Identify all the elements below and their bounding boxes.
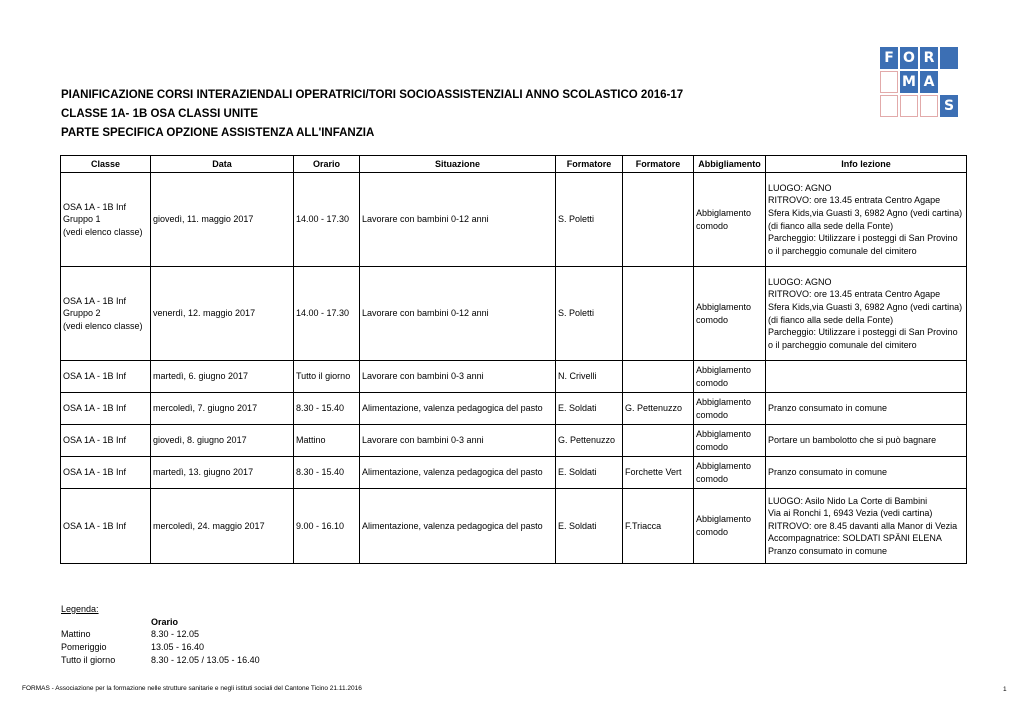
table-row (61, 489, 967, 564)
cell-orario: 14.00 - 17.30 (294, 267, 360, 361)
cell-situazione: Lavorare con bambini 0-3 anni (360, 361, 556, 393)
table-row (61, 425, 967, 457)
cell-formatore-2: G. Pettenuzzo (623, 393, 694, 425)
logo-letter-f: F (880, 47, 898, 69)
page-number: 1 (1003, 686, 1007, 693)
logo-letter-m: M (900, 71, 918, 93)
cell-data: martedì, 6. giugno 2017 (151, 361, 294, 393)
class-subtitle: CLASSE 1A- 1B OSA CLASSI UNITE (61, 108, 259, 120)
legend-row (61, 628, 260, 641)
cell-situazione: Alimentazione, valenza pedagogica del pasto (360, 489, 556, 564)
cell-orario: 8.30 - 15.40 (294, 393, 360, 425)
cell-data: giovedì, 11. maggio 2017 (151, 173, 294, 267)
cell-situazione: Lavorare con bambini 0-3 anni (360, 425, 556, 457)
legend-title: Legenda: (61, 604, 99, 614)
cell-formatore: E. Soldati (556, 457, 623, 489)
cell-classe: OSA 1A - 1B Inf Gruppo 1 (vedi elenco classe) (61, 173, 151, 267)
logo-spacer (940, 71, 958, 93)
legend-value: 8.30 - 12.05 (151, 629, 200, 640)
column-header: Data (151, 156, 294, 173)
logo-letter-o: O (900, 47, 918, 69)
cell-abbigliamento: Abbiglamento comodo (694, 489, 766, 564)
legend-value: 13.05 - 16.40 (151, 642, 205, 653)
column-header: Formatore (556, 156, 623, 173)
course-schedule-table (60, 155, 967, 564)
cell-classe: OSA 1A - 1B Inf (61, 489, 151, 564)
cell-orario: 14.00 - 17.30 (294, 173, 360, 267)
cell-orario: 8.30 - 15.40 (294, 457, 360, 489)
cell-classe: OSA 1A - 1B Inf (61, 425, 151, 457)
legend-value: 8.30 - 12.05 / 13.05 - 16.40 (151, 654, 260, 665)
column-header: Formatore (623, 156, 694, 173)
legend-header: Orario (151, 616, 179, 627)
cell-info: LUOGO: AGNO RITROVO: ore 13.45 entrata Centro Agape Sfera Kids,via Guasti 3, 6982 Agno (vedi cartina) (di fianco alla sede della Fonte) Parcheggio: Utilizzare i posteggi di San Provino o il parcheggio comunale del cimitero (766, 173, 967, 267)
cell-abbigliamento: Abbiglamento comodo (694, 425, 766, 457)
cell-formatore: E. Soldati (556, 393, 623, 425)
column-header: Classe (61, 156, 151, 173)
table-row (61, 393, 967, 425)
table-header-row (61, 156, 967, 173)
cell-orario: Tutto il giorno (294, 361, 360, 393)
cell-abbigliamento: Abbiglamento comodo (694, 173, 766, 267)
legend-label: Pomeriggio (61, 642, 107, 653)
cell-info: Pranzo consumato in comune (766, 393, 967, 425)
cell-orario: Mattino (294, 425, 360, 457)
cell-formatore: N. Crivelli (556, 361, 623, 393)
table-row (61, 173, 967, 267)
cell-situazione: Alimentazione, valenza pedagogica del pasto (360, 457, 556, 489)
logo-letter-a: A (920, 71, 938, 93)
cell-data: martedì, 13. giugno 2017 (151, 457, 294, 489)
cell-formatore-2: Forchette Vert (623, 457, 694, 489)
cell-data: giovedì, 8. giugno 2017 (151, 425, 294, 457)
column-header: Abbigliamento (694, 156, 766, 173)
cell-data: mercoledì, 7. giugno 2017 (151, 393, 294, 425)
legend-row (61, 654, 260, 667)
cell-info: LUOGO: Asilo Nido La Corte di Bambini Via ai Ronchi 1, 6943 Vezia (vedi cartina) RITROVO: ore 8.45 davanti alla Manor di Vezia Accompagnatrice: SOLDATI SPÄNI ELENA Pranzo consumato in comune (766, 489, 967, 564)
cell-classe: OSA 1A - 1B Inf Gruppo 2 (vedi elenco classe) (61, 267, 151, 361)
cell-formatore-2 (623, 267, 694, 361)
logo-block (940, 47, 958, 69)
formas-logo (880, 47, 958, 117)
cell-formatore: G. Pettenuzzo (556, 425, 623, 457)
legend-label: Tutto il giorno (61, 654, 116, 665)
table-row (61, 457, 967, 489)
footer-text: FORMAS - Associazione per la formazione nelle strutture sanitarie e negli istituti sociali del Cantone Ticino 21.11.2016 (22, 685, 362, 692)
cell-situazione: Lavorare con bambini 0-12 anni (360, 267, 556, 361)
cell-formatore-2 (623, 173, 694, 267)
section-subtitle: PARTE SPECIFICA OPZIONE ASSISTENZA ALL'INFANZIA (61, 127, 375, 139)
cell-info: LUOGO: AGNO RITROVO: ore 13.45 entrata Centro Agape Sfera Kids,via Guasti 3, 6982 Agno (vedi cartina) (di fianco alla sede della Fonte) Parcheggio: Utilizzare i posteggi di San Provino o il parcheggio comunale del cimitero (766, 267, 967, 361)
legend (61, 603, 260, 667)
cell-formatore-2 (623, 361, 694, 393)
table-row (61, 267, 967, 361)
column-header: Info lezione (766, 156, 967, 173)
logo-letter-r: R (920, 47, 938, 69)
cell-orario: 9.00 - 16.10 (294, 489, 360, 564)
logo-outline-block (900, 95, 918, 117)
cell-formatore: S. Poletti (556, 267, 623, 361)
cell-formatore: E. Soldati (556, 489, 623, 564)
cell-classe: OSA 1A - 1B Inf (61, 361, 151, 393)
cell-info: Portare un bambolotto che si può bagnare (766, 425, 967, 457)
column-header: Situazione (360, 156, 556, 173)
legend-label: Mattino (61, 629, 91, 640)
document-header (61, 86, 683, 143)
cell-situazione: Lavorare con bambini 0-12 anni (360, 173, 556, 267)
cell-formatore-2: F.Triacca (623, 489, 694, 564)
cell-info: Pranzo consumato in comune (766, 457, 967, 489)
column-header: Orario (294, 156, 360, 173)
logo-letter-s: S (940, 95, 958, 117)
cell-data: venerdì, 12. maggio 2017 (151, 267, 294, 361)
table-row (61, 361, 967, 393)
cell-data: mercoledì, 24. maggio 2017 (151, 489, 294, 564)
page-title: PIANIFICAZIONE CORSI INTERAZIENDALI OPERATRICI/TORI SOCIOASSISTENZIALI ANNO SCOLASTICO 2016-17 (61, 89, 684, 101)
cell-abbigliamento: Abbiglamento comodo (694, 457, 766, 489)
cell-classe: OSA 1A - 1B Inf (61, 457, 151, 489)
cell-formatore: S. Poletti (556, 173, 623, 267)
cell-info (766, 361, 967, 393)
cell-abbigliamento: Abbiglamento comodo (694, 267, 766, 361)
logo-outline-block (920, 95, 938, 117)
logo-outline-block (880, 71, 898, 93)
cell-abbigliamento: Abbiglamento comodo (694, 393, 766, 425)
cell-formatore-2 (623, 425, 694, 457)
cell-situazione: Alimentazione, valenza pedagogica del pasto (360, 393, 556, 425)
logo-outline-block (880, 95, 898, 117)
legend-row (61, 641, 260, 654)
cell-classe: OSA 1A - 1B Inf (61, 393, 151, 425)
cell-abbigliamento: Abbiglamento comodo (694, 361, 766, 393)
